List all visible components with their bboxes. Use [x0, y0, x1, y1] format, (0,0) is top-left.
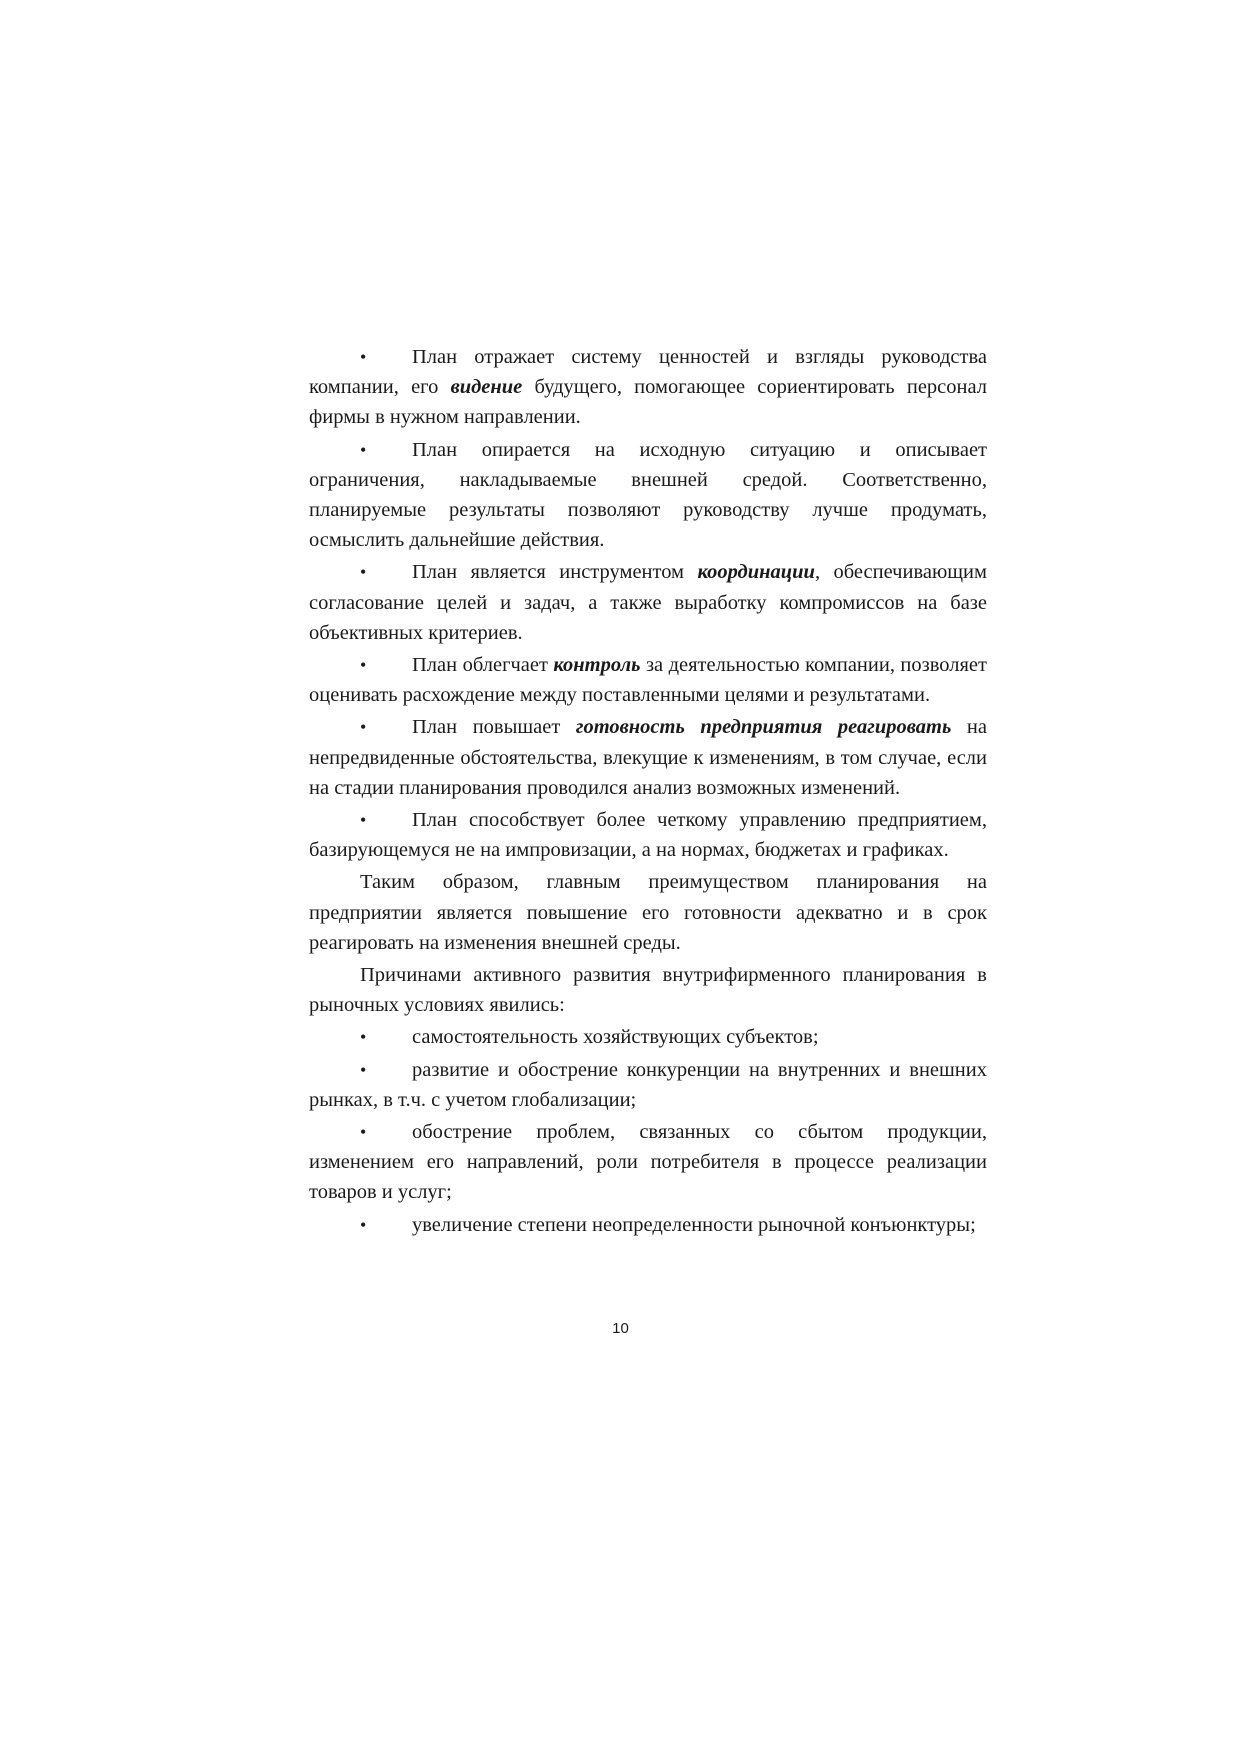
bullet-icon: • — [360, 717, 367, 738]
list-item-plan-readiness: • План повышает готовность предприятия реагировать на непредвиденные обстоятельства, влекущие к изменениям, в том случае, если на стадии планирования проводился анализ возможных изменений. — [309, 712, 987, 803]
list-item-plan-values: • План отражает систему ценностей и взгляды руководства компании, его видение будущего, помогающее сориентировать персонал фирмы в нужном направлении. — [309, 342, 987, 433]
body-text — [309, 342, 987, 1242]
bullet-icon: • — [360, 1059, 367, 1080]
list-item-independence: • самостоятельность хозяйствующих субъектов; — [309, 1022, 987, 1052]
bullet-icon: • — [360, 1122, 367, 1143]
bullet-icon: • — [360, 810, 367, 831]
list-item-sales-problems: • обострение проблем, связанных со сбытом продукции, изменением его направлений, роли потребителя в процессе реализации товаров и услуг; — [309, 1117, 987, 1208]
paragraph-conclusion: Таким образом, главным преимуществом планирования на предприятии является повышение его готовности адекватно и в срок реагировать на изменения внешней среды. — [309, 871, 987, 954]
bullet-icon: • — [360, 347, 367, 367]
list-item-plan-management: • План способствует более четкому управлению предприятием, базирующемуся не на импровизации, а на нормах, бюджетах и графиках. — [309, 805, 987, 865]
bullet-icon: • — [360, 655, 367, 676]
bullet-icon: • — [360, 562, 367, 583]
bullet-icon: • — [360, 439, 367, 460]
page-number: 10 — [612, 1320, 629, 1337]
bullet-icon: • — [360, 1027, 367, 1048]
list-item-competition: • развитие и обострение конкуренции на внутренних и внешних рынках, в т.ч. с учетом глобализации; — [309, 1055, 987, 1115]
list-item-plan-control: • План облегчает контроль за деятельностью компании, позволяет оценивать расхождение между поставленными целями и результатами. — [309, 650, 987, 710]
paragraph-reasons-intro: Причинами активного развития внутрифирменного планирования в рыночных условиях явились: — [309, 964, 987, 1017]
list-item-plan-coordination: • План является инструментом координации, обеспечивающим согласование целей и задач, а также выработку компромиссов на базе объективных критериев. — [309, 557, 987, 648]
list-item-uncertainty: • увеличение степени неопределенности рыночной конъюнктуры; — [309, 1210, 987, 1240]
list-item-plan-initial-situation: • План опирается на исходную ситуацию и описывает ограничения, накладываемые внешней средой. Соответственно, планируемые результаты позволяют руководству лучше продумать, осмыслить дальнейшие действия. — [309, 435, 987, 556]
bullet-icon: • — [360, 1214, 367, 1235]
